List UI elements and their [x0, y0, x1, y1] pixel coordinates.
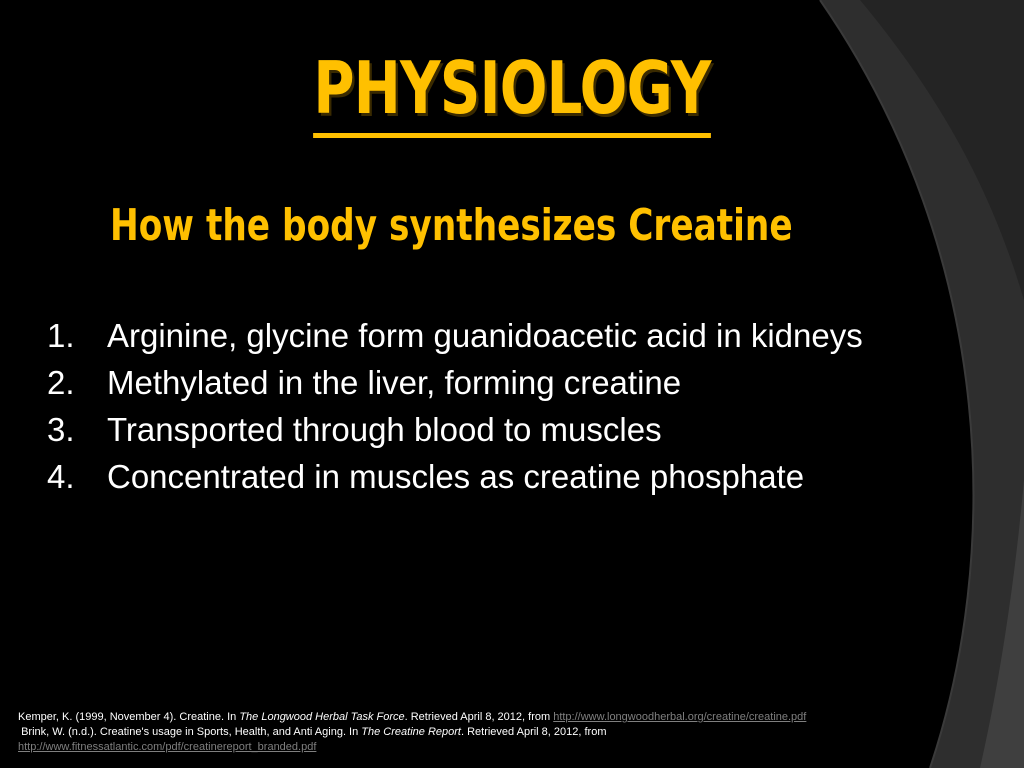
reference-1-link[interactable]: http://www.longwoodherbal.org/creatine/creatine.pdf [553, 711, 807, 723]
step-text: Methylated in the liver, forming creatine [107, 364, 682, 401]
reference-1-retrieved: . Retrieved April 8, 2012, from [404, 711, 554, 723]
slide-title [113, 40, 912, 138]
step-number: 3. [47, 411, 75, 448]
reference-2 [18, 725, 1008, 755]
steps-list [47, 312, 1007, 500]
reference-1 [18, 710, 1008, 725]
list-item [47, 312, 1007, 359]
step-text: Concentrated in muscles as creatine phosphate [107, 458, 805, 495]
reference-2-link[interactable]: http://www.fitnessatlantic.com/pdf/creatinereport_branded.pdf [18, 741, 317, 753]
reference-2-text: Brink, W. (n.d.). Creatine's usage in Sports, Health, and Anti Aging. In [21, 726, 362, 738]
step-text: Arginine, glycine form guanidoacetic acid in kidneys [107, 317, 863, 354]
reference-1-text: Kemper, K. (1999, November 4). Creatine. In [18, 711, 240, 723]
reference-1-source: The Longwood Herbal Task Force [239, 711, 405, 723]
slide-subtitle: How the body synthesizes Creatine [110, 200, 793, 251]
step-text: Transported through blood to muscles [107, 411, 662, 448]
slide-title-text: PHYSIOLOGY [313, 43, 710, 138]
reference-2-retrieved: . Retrieved April 8, 2012, from [460, 726, 607, 738]
list-item [47, 406, 1007, 453]
list-item [47, 453, 1007, 500]
reference-2-source: The Creatine Report [361, 726, 461, 738]
references [18, 710, 1008, 755]
step-number: 2. [47, 364, 75, 401]
list-item [47, 359, 1007, 406]
step-number: 4. [47, 458, 75, 495]
step-number: 1. [47, 317, 75, 354]
